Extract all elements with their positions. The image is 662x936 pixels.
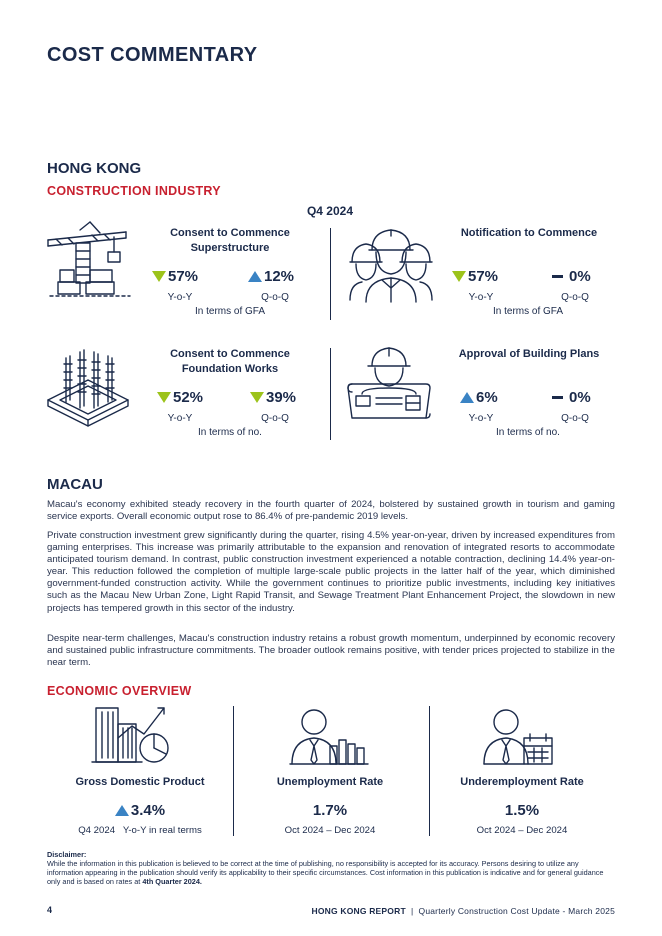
- person-bar-chart-icon: [290, 706, 370, 766]
- flat-dash-icon: [552, 396, 563, 399]
- yoy-label: Y-o-Y: [167, 413, 193, 424]
- gdp-buildings-chart-icon: [92, 704, 172, 766]
- up-arrow-icon: [115, 805, 129, 816]
- disclaimer-text: While the information in this publication is believed to be correct at the time of publishing, no responsibility is accepted for its accuracy. Persons desiring to utilize any information appearing in the publication should verify its applicability to their specific circumstances. Cost information in this publication is indicative and for general guidance only and is based on rates at: [47, 859, 604, 886]
- yoy-label: Y-o-Y: [167, 292, 193, 303]
- metric-yoy-value: 57%: [152, 268, 198, 285]
- metric-yoy-value: 6%: [460, 389, 498, 406]
- yoy-label: Y-o-Y: [468, 292, 494, 303]
- down-arrow-icon: [250, 392, 264, 403]
- up-arrow-icon: [248, 271, 262, 282]
- econ-item-title: Gross Domestic Product: [75, 776, 205, 788]
- macau-paragraph: Macau's economy exhibited steady recovery in the fourth quarter of 2024, bolstered by sustained growth in tourism and gaming service exports. Overall economic output rose to 86.4% of pre-pandemic 2019 levels.: [47, 499, 615, 523]
- macau-paragraph: Despite near-term challenges, Macau's construction industry retains a robust growth momentum, underpinned by economic recovery and sustained public infrastructure commitments. The broader outlook remains positive, with tender prices projected to stabilize in the near term.: [47, 633, 615, 669]
- macau-heading: MACAU: [47, 476, 103, 493]
- metric-qoq-value: 0%: [552, 389, 591, 406]
- quarter-label: Q4 2024: [306, 204, 354, 218]
- economic-overview-heading: ECONOMIC OVERVIEW: [47, 684, 192, 698]
- page-title: COST COMMENTARY: [47, 44, 258, 66]
- metric-yoy-value: 52%: [157, 389, 203, 406]
- down-arrow-icon: [152, 271, 166, 282]
- underemployment-value: 1.5%: [504, 802, 540, 819]
- hong-kong-heading: HONG KONG: [47, 160, 142, 177]
- qoq-label: Q-o-Q: [561, 292, 589, 303]
- tower-crane-icon: [46, 226, 136, 306]
- engineer-blueprint-icon: [346, 348, 432, 428]
- construction-industry-heading: CONSTRUCTION INDUSTRY: [47, 184, 221, 198]
- footer: [312, 906, 616, 916]
- metric-note: In terms of no.: [198, 427, 262, 438]
- person-calendar-icon: [484, 706, 564, 766]
- metric-divider: [330, 228, 331, 320]
- metric-divider: [330, 348, 331, 440]
- macau-paragraph: Private construction investment grew significantly during the quarter, rising 4.5% year-on-year, driven by increased expenditures from gaming enterprises. This increase was primarily attributable to the expansion and renovation of integrated resorts to accommodate anticipated tourism demand. In contrast, public construction investment experienced a notable contraction, declining 14.4% year-on-year. This reduction followed the completion of multiple large-scale public projects in the latter half of the year, which diminished government-funded construction activity. While the government continues to prioritize public investments, including key initiatives such as the Macau New Urban Zone, Light Rapid Transit, and Sewage Treatment Plant Enhancement Project, the slowdown in new projects has tempered growth in this sector of the industry.: [47, 530, 615, 614]
- metric-note: In terms of GFA: [492, 306, 564, 317]
- econ-item-note: Oct 2024 – Dec 2024: [284, 825, 376, 836]
- gdp-value: 3.4%: [54, 802, 226, 819]
- econ-item-title: Underemployment Rate: [460, 776, 584, 788]
- workers-group-icon: [346, 222, 436, 307]
- down-arrow-icon: [157, 392, 171, 403]
- footer-report: HONG KONG REPORT: [311, 906, 406, 916]
- up-arrow-icon: [460, 392, 474, 403]
- footer-subtitle: Quarterly Construction Cost Update - March 2025: [418, 906, 615, 916]
- metric-title: Approval of Building Plans: [458, 348, 600, 360]
- metric-note: In terms of no.: [496, 427, 560, 438]
- disclaimer-heading: Disclaimer:: [47, 850, 87, 859]
- metric-note: In terms of GFA: [194, 306, 266, 317]
- disclaimer: [47, 850, 615, 886]
- econ-item-title: Unemployment Rate: [276, 776, 384, 788]
- yoy-label: Y-o-Y: [468, 413, 494, 424]
- econ-divider: [429, 706, 430, 836]
- unemployment-value: 1.7%: [312, 802, 348, 819]
- footer-separator: |: [410, 906, 414, 916]
- disclaimer-emphasis: 4th Quarter 2024.: [142, 877, 202, 886]
- metric-title: Consent to Commence Foundation Works: [170, 348, 290, 375]
- econ-item-note: Q4 2024 Y-o-Y in real terms: [78, 825, 202, 836]
- qoq-label: Q-o-Q: [261, 413, 289, 424]
- econ-divider: [233, 706, 234, 836]
- metric-qoq-value: 39%: [250, 389, 296, 406]
- metric-title: Consent to Commence Superstructure: [170, 227, 290, 254]
- metric-qoq-value: 12%: [248, 268, 294, 285]
- flat-dash-icon: [552, 275, 563, 278]
- qoq-label: Q-o-Q: [561, 413, 589, 424]
- econ-item-note: Oct 2024 – Dec 2024: [476, 825, 568, 836]
- page-number: 4: [47, 905, 53, 915]
- rebar-foundation-icon: [46, 350, 132, 430]
- down-arrow-icon: [452, 271, 466, 282]
- qoq-label: Q-o-Q: [261, 292, 289, 303]
- metric-title: Notification to Commence: [460, 227, 598, 239]
- metric-qoq-value: 0%: [552, 268, 591, 285]
- metric-yoy-value: 57%: [452, 268, 498, 285]
